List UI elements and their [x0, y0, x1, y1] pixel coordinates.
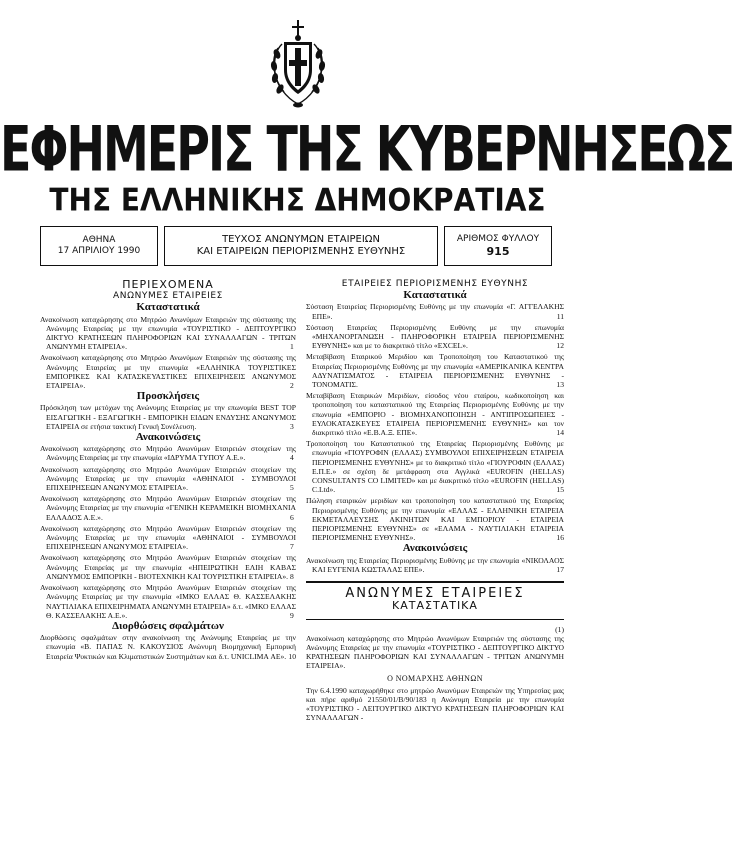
list-item: Σύσταση Εταιρείας Περιορισμένης Ευθύνης με την επωνυμία «ΜΗΧΑΝΟΡΓΑΝΩΣΗ - ΠΛΗΡΟΦΟΡΙΚΗ ΕΤΑΙΡΕΙΑ ΠΕΡΙΟΡΙΣΜΕΝΗΣ ΕΥΘΥΝΗΣ» και με το διακριτικό τίτλο «EXCEL». 12 — [306, 322, 564, 351]
section-heading-ae: ΑΝΩΝΥΜΕΣ ΕΤΑΙΡΕΙΕΣ — [113, 291, 223, 302]
gazette-subtitle: ΤΗΣ ΕΛΛΗΝΙΚΗΣ ΔΗΜΟΚΡΑΤΙΑΣ — [49, 181, 546, 218]
main-section-heading: ΑΝΩΝΥΜΕΣ ΕΤΑΙΡΕΙΕΣ — [345, 586, 525, 602]
issue-date: 17 ΑΠΡΙΛΙΟΥ 1990 — [57, 246, 141, 256]
category-heading: Καταστατικά — [403, 289, 467, 302]
issue-type-line1: ΤΕΥΧΟΣ ΑΝΩΝΥΜΩΝ ΕΤΑΙΡΕΙΩΝ — [222, 233, 380, 245]
list-item: Ανακοίνωση καταχώρησης στο Μητρώο Ανωνύμων Εταιρειών στοιχείων της Ανώνυμης Εταιρείας με την επωνυμία «ΓΕΝΙΚΗ ΚΕΡΑΜΕΙΚΗ ΒΙΟΜΗΧΑΝΙΑ ΕΛΛΑΔΟΣ Α.Ε.». 6 — [40, 494, 296, 522]
list-item: Τροποποίηση του Καταστατικού της Εταιρείας Περιορισμένης Ευθύνης με επωνυμία «ΓΙΟΥΡΟΦΙΝ (ΕΛΛΑΣ) ΣΥΜΒΟΥΛΟΙ ΕΠΙΧΕΙΡΗΣΕΩΝ ΕΤΑΙΡΕΙΑ ΠΕΡΙΟΡΙΣΜΕΝΗΣ ΕΥΘΥΝΗΣ» με το διακριτικό τίτλο «ΓΙΟΥΡΟΦΙΝ (ΕΛΛΑΣ) Ε.Π.Ε.» σε σχέση δε μετάφραση στα Αγγλικά «EUROFIN (HELLAS) CONSULTANTS CO LIMITED» και με διακριτικό τίτλο «EUROFIN (HELLAS) C.Ltd». 15 — [306, 439, 564, 495]
category-heading: Ανακοινώσεις — [135, 431, 201, 444]
category-heading: Διορθώσεις σφαλμάτων — [112, 619, 224, 632]
issue-type-box — [164, 226, 438, 266]
list-item: Σύσταση Εταιρείας Περιορισμένης Ευθύνης με την επωνυμία «Γ. ΑΓΓΕΛΑΚΗΣ ΕΠΕ». 11 — [306, 302, 564, 321]
contents-heading: ΠΕΡΙΕΧΟΜΕΝΑ — [122, 278, 214, 291]
item-title: Ανακοίνωση καταχώρησης στο Μητρώο Ανωνύμων Εταιρειών της σύστασης της Ανώνυμης Εταιρείας με την επωνυμία «ΤΟΥΡΙΣΤΙΚΟ - ΔΕΠΤΟΥΡΓΙΚΟ ΔΙΚΤΥΟ ΚΡΑΤΗΣΕΩΝ ΠΛΗΡΟΦΟΡΙΩΝ ΚΑΙ ΣΥΝΑΛΛΑΓΩΝ - ΤΡΙΤΩΝ ΑΝΩΝΥΜΗ ΕΤΑΙΡΕΙΑ». — [306, 633, 564, 671]
section-heading-epe: ΕΤΑΙΡΕΙΕΣ ΠΕΡΙΟΡΙΣΜΕΝΗΣ ΕΥΘΥΝΗΣ — [341, 279, 529, 289]
list-item: Ανακοίνωση της Εταιρείας Περιορισμένης Ευθύνης με την επωνυμία «ΝΙΚΟΛΑΟΣ ΚΑΙ ΕΥΓΕΝΙΑ ΚΩΣΤΑΛΑΣ ΕΠΕ». 17 — [306, 555, 564, 574]
list-item: Πώληση εταιρικών μεριδίων και τροποποίηση του καταστατικού της Εταιρείας Περιορισμένης Ευθύνης με την επωνυμία «ΕΛΛΑΣ - ΕΛΛΗΝΙΚΗ ΕΤΑΙΡΕΙΑ ΕΚΜΕΤΑΛΛΕΥΣΗΣ ΑΚΙΝΗΤΩΝ ΚΑΙ ΕΜΠΟΡΙΟΥ - ΕΤΑΙΡΕΙΑ ΠΕΡΙΟΡΙΣΜΕΝΗΣ ΕΥΘΥΝΗΣ» σε «ΕΛΑΜΑ - ΝΑΥΤΙΛΙΑΚΗ ΕΤΑΙΡΕΙΑ ΠΕΡΙΟΡΙΣΜΕΝΗΣ ΕΥΘΥΝΗΣ». 16 — [306, 496, 564, 543]
list-item: Πρόσκληση των μετόχων της Ανώνυμης Εταιρείας με την επωνυμία BEST TOP ΕΙΣΑΓΩΓΙΚΗ - ΕΞΑΓΩΓΙΚΗ - ΕΜΠΟΡΙΚΗ ΕΙΔΩΝ ΕΝΔΥΣΗΣ ΑΝΩΝΥΜΟΣ ΕΤΑΙΡΕΙΑ σε ετήσια τακτική Γενική Συνέλευση. 3 — [40, 403, 296, 431]
coat-of-arms-icon — [268, 14, 328, 110]
list-item: Ανακοίνωση καταχώρησης στο Μητρώο Ανωνύμων Εταιρειών στοιχείων της Ανώνυμης Εταιρείας με την επωνυμία «ΗΠΕΙΡΩΤΙΚΗ ΕΛΙΗ ΚΑΒΑΣ ΑΝΩΝΥΜΟΣ ΕΜΠΟΡΙΚΗ - ΒΙΟΤΕΧΝΙΚΗ ΚΑΙ ΤΟΥΡΙΣΤΙΚΗ ΕΤΑΙΡΕΙΑ». 8 — [40, 553, 296, 581]
sheet-number: 915 — [486, 244, 510, 258]
list-item: Ανακοίνωση καταχώρησης στο Μητρώο Ανωνύμων Εταιρειών στοιχείων της Ανώνυμης Εταιρείας με την επωνυμία «ΙΜΚΟ ΕΛΛΑΣ Θ. ΚΑΣΣΕΛΑΚΗΣ ΝΑΥΤΙΛΙΑΚΑ ΕΠΙΧΕΙΡΗΜΑΤΑ ΑΝΩΝΥΜΗ ΕΤΑΙΡΕΙΑ» δ.τ. «ΙΜΚΟ ΕΛΛΑΣ Θ. ΚΑΣΣΕΛΑΚΗΣ Α.Ε.». 9 — [40, 583, 296, 620]
issuer-heading: Ο ΝΟΜΑΡΧΗΣ ΑΘΗΝΩΝ — [387, 673, 483, 683]
item-number: (1) — [555, 624, 564, 634]
list-item: Διορθώσεις σφαλμάτων στην ανακοίνωση της Ανώνυμης Εταιρείας με την επωνυμία «Β. ΠΑΠΑΣ Ν. ΚΑΚΟΥΣΙΟΣ Ανώνυμη Βιομηχανική Εμπορική Εταιρεία Ψυκτικών και Κλιματιστικών Συστημάτων και δ.τ. UNICLIMA ΑΕ». 10 — [40, 633, 296, 661]
divider — [306, 619, 564, 620]
list-item: Ανακοίνωση καταχώρησης στο Μητρώο Ανωνύμων Εταιρειών στοιχείων της Ανώνυμης Εταιρείας με την επωνυμία «ΙΔΡΥΜΑ ΤΥΠΟΥ Α.Ε.». 4 — [40, 444, 296, 463]
sheet-number-box — [444, 226, 552, 266]
gazette-title: ΕΦΗΜΕΡΙΣ ΤΗΣ ΚΥΒΕΡΝΗΣΕΩΣ — [0, 112, 733, 186]
date-box — [40, 226, 158, 266]
list-item: Μεταβίβαση Εταιρικού Μεριδίου και Τροποποίηση του Καταστατικού της Εταιρείας Περιορισμένης Ευθύνης με την επωνυμία «ΑΜΕΡΙΚΑΝΙΚΑ ΚΕΝΤΡΑ ΑΔΥΝΑΤΙΣΜΑΤΟΣ - ΕΤΑΙΡΕΙΑ ΠΕΡΙΟΡΙΣΜΕΝΗΣ ΕΥΘΥΝΗΣ - ΤΟΝΟΜΑΤΙΣ. 13 — [306, 352, 564, 390]
list-item: Ανακοίνωση καταχώρησης στο Μητρώο Ανωνύμων Εταιρειών στοιχείων της Ανώνυμης Εταιρείας με την επωνυμία «ΑΘΗΝΑΙΟΙ - ΣΥΜΒΟΥΛΟΙ ΕΠΙΧΕΙΡΗΣΕΩΝ ΑΝΩΝΥΜΟΣ ΕΤΑΙΡΕΙΑ». 5 — [40, 464, 296, 493]
main-category-heading: ΚΑΤΑΣΤΑΤΙΚΑ — [392, 599, 478, 613]
list-item: Μεταβίβαση Εταιρικών Μεριδίων, είσοδος νέου εταίρου, κωδικοποίηση και τροποποίηση του καταστατικού της Εταιρείας Περιορισμένης Ευθύνης με την επωνυμία «ΕΜΠΟΡΙΟ - ΒΙΟΜΗΧΑΝΟΠΟΙΗΣΗ - ΑΝΤΙΠΡΟΣΩΠΕΙΕΣ - ΕΥΛΟΚΑΤΑΣΚΕΥΕΣ ΕΤΑΙΡΕΙΑ ΠΕΡΙΟΡΙΣΜΕΝΗΣ ΕΥΘΥΝΗΣ» και τον διακριτικό τίτλο «Ε.Β.Α.Ξ. ΕΠΕ». 14 — [306, 391, 564, 438]
city-label: ΑΘΗΝΑ — [82, 234, 116, 245]
category-heading: Καταστατικά — [136, 301, 200, 314]
list-item: Ανακοίνωση καταχώρησης στο Μητρώο Ανωνύμων Εταιρειών της σύστασης της Ανώνυμης Εταιρείας με την επωνυμία «ΕΛΛΗΝΙΚΑ ΤΟΥΡΙΣΤΙΚΕΣ ΕΜΠΟΡΙΚΕΣ ΚΑΙ ΚΑΤΑΣΚΕΥΑΣΤΙΚΕΣ ΕΠΙΧΕΙΡΗΣΕΙΣ ΑΝΩΝΥΜΟΣ ΕΤΑΙΡΕΙΑ». 2 — [40, 353, 296, 391]
divider — [306, 581, 564, 583]
list-item: Ανακοίνωση καταχώρησης στο Μητρώο Ανωνύμων Εταιρειών στοιχείων της Ανώνυμης Εταιρείας με την επωνυμία «ΑΘΗΝΑΙΟΙ - ΣΥΜΒΟΥΛΟΙ ΕΠΙΧΕΙΡΗΣΕΩΝ ΑΝΩΝΥΜΟΣ ΕΤΑΙΡΕΙΑ». 7 — [40, 523, 296, 552]
contents-column-right — [306, 280, 564, 726]
contents-column — [40, 280, 296, 663]
category-heading: Ανακοινώσεις — [402, 542, 468, 555]
issue-type-line2: ΚΑΙ ΕΤΑΙΡΕΙΩΝ ΠΕΡΙΟΡΙΣΜΕΝΗΣ ΕΥΘΥΝΗΣ — [196, 246, 406, 257]
list-item: Ανακοίνωση καταχώρησης στο Μητρώο Ανωνύμων Εταιρειών της σύστασης της Ανώνυμης Εταιρείας με την επωνυμία «ΤΟΥΡΙΣΤΙΚΟ - ΔΕΠΤΟΥΡΓΙΚΟ ΔΙΚΤΥΟ ΚΡΑΤΗΣΕΩΝ ΠΛΗΡΟΦΟΡΙΩΝ ΚΑΙ ΣΥΝΑΛΛΑΓΩΝ - ΤΡΙΤΩΝ ΑΝΩΝΥΜΗ ΕΤΑΙΡΕΙΑ». 1 — [40, 314, 296, 352]
category-heading: Προσκλήσεις — [136, 390, 200, 403]
item-body: Την 6.4.1990 καταχωρήθηκε στο μητρώο Ανωνύμων Εταιρειών της Υπηρεσίας μας και πήρε αριθμό 21550/01/Β/90/183 η Ανώνυμη Εταιρεία με την επωνυμία «ΤΟΥΡΙΣΤΙΚΟ - ΛΕΙΤΟΥΡΓΙΚΟ ΔΙΚΤΥΟ ΚΡΑΤΗΣΕΩΝ ΠΛΗΡΟΦΟΡΙΩΝ ΚΑΙ ΣΥΝΑΛΛΑΓΩΝ - — [306, 685, 564, 723]
sheet-number-label: ΑΡΙΘΜΟΣ ΦΥΛΛΟΥ — [456, 233, 540, 244]
